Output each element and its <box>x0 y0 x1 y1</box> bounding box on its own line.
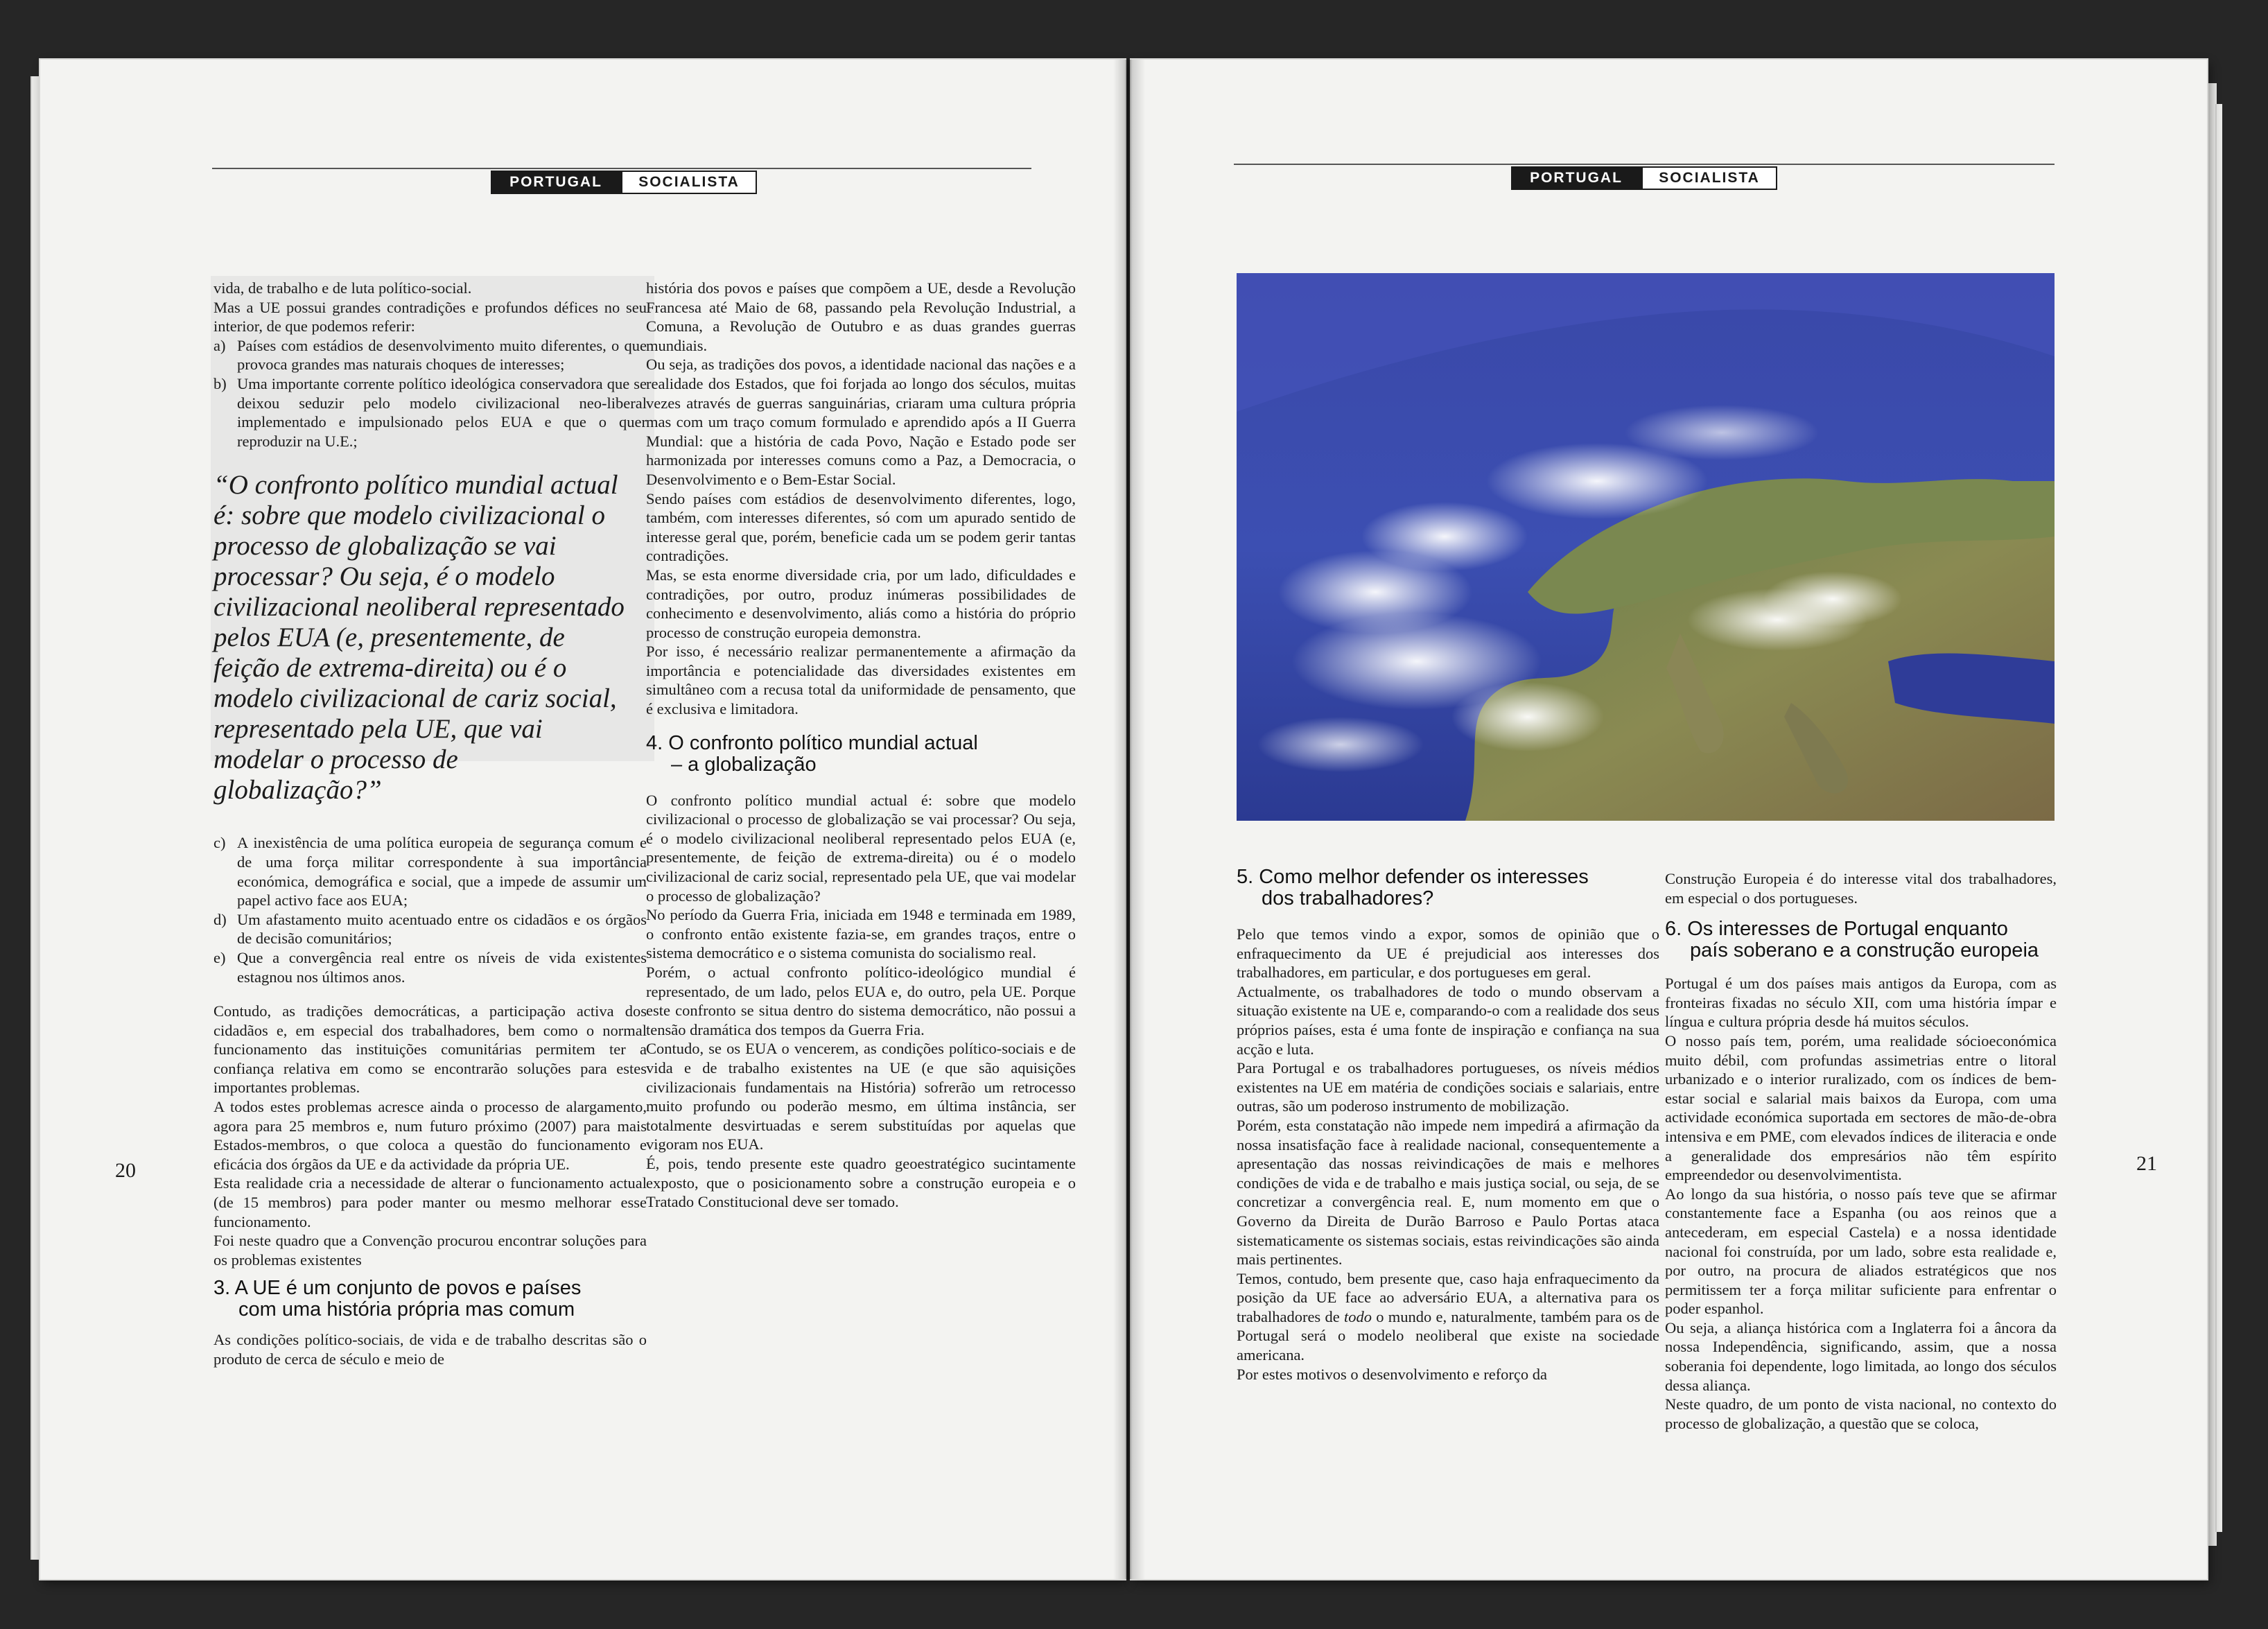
pull-quote: “O confronto político mundial actual é: sobre que modelo civilizacional o processo de globalização se vai processar? Ou seja, é o modelo civilizacional neoliberal representado pelos EUA (e, presentemente, de feição de extrema-direita) ou é o modelo civilizacional de cariz social, representado pela UE, que vai modelar o processo de globalização?” <box>213 470 625 805</box>
book-gutter <box>1113 60 1145 1579</box>
section-heading-4: 4. O confronto político mundial actual – a globalização <box>646 731 978 776</box>
page-stack-edge <box>2215 104 2222 1532</box>
right-column-2 <box>1665 869 2057 1433</box>
paragraph: Foi neste quadro que a Convenção procurou encontrar soluções para os problemas existentes <box>213 1232 647 1269</box>
list-item: d) Um afastamento muito acentuado entre os cidadãos e os órgãos de decisão comunitários; <box>213 910 647 948</box>
header-rule <box>1234 164 2055 165</box>
paragraph: história dos povos e países que compõem a UE, desde a Revolução Francesa até Maio de 68, passando pela Revolução Industrial, a Comuna, a Revolução de Outubro e as duas grandes guerras mundiais. <box>646 279 1076 354</box>
list-item: a) Países com estádios de desenvolvimento muito diferentes, o que provoca grandes mas naturais choques de interesses; <box>213 336 647 374</box>
paragraph: Ou seja, a aliança histórica com a Inglaterra foi a âncora da nossa Independência, significando, assim, que a nossa soberania foi dependente, logo limitada, ao longo dos séculos dessa aliança. <box>1665 1318 2057 1394</box>
page-number: 21 <box>2136 1152 2157 1175</box>
paragraph: Por estes motivos o desenvolvimento e reforço da <box>1237 1365 1548 1383</box>
section-heading-5: 5. Como melhor defender os interesses dos trabalhadores? <box>1237 866 1589 909</box>
paragraph: O confronto político mundial actual é: sobre que modelo civilizacional o processo de globalização se vai processar? Ou seja, é o modelo civilizacional neoliberal representado pelos EUA (e, presentemente, de feição de extrema-direita) ou é o modelo civilizacional de cariz social, representado pela UE, que vai modelar o processo de globalização? <box>646 791 1076 905</box>
list-item: b) Uma importante corrente político ideológica conservadora que se deixou seduzir pelo modelo civilizacional neo-liberal implementado e impulsionado pelos EUA e que o quer reproduzir na U.E.; <box>213 374 647 450</box>
paragraph: Esta realidade cria a necessidade de alterar o funcionamento actual (de 15 membros) para poder manter ou mesmo melhorar esse funcionamento. <box>213 1174 647 1230</box>
right-page <box>1131 60 2207 1579</box>
masthead <box>491 171 757 194</box>
paragraph: Actualmente, os trabalhadores de todo o mundo observam a situação existente na UE e, comparando-o com a realidade dos seus próprios países, esta é uma fonte de inspiração e confiança na sua acção e luta. <box>1237 982 1659 1058</box>
right-column-1 <box>1237 866 1659 1384</box>
section-heading-3: 3. A UE é um conjunto de povos e países com uma história própria mas comum <box>213 1277 582 1321</box>
paragraph: Temos, contudo, bem presente que, caso haja enfraquecimento da posição da UE face ao adversário EUA, a alternativa para os trabalhadores de todo o mundo e, naturalmente, também para os de Portugal será o modelo neoliberal que existe na sociedade americana. <box>1237 1269 1659 1364</box>
paragraph: Contudo, as tradições democráticas, a participação activa dos cidadãos e, em especial dos trabalhadores, bem como o normal funcionamento das instituições comunitárias permitem ter a confiança relativa em como se encontrarão soluções para estes importantes problemas. <box>213 1002 647 1097</box>
paragraph: O nosso país tem, porém, uma realidade sócioeconómica muito débil, com profundas assimetrias entre o litoral urbanizado e o interior ruralizado, com os índices de bem-estar social e salarial mais baixos da Europa, com uma actividade económica suportada em sectores de mão-de-obra intensiva e em PME, com elevados índices de iliteracia e onde a generalidade dos empresários não têm espírito empreendedor ou desenvolvimentista. <box>1665 1031 2057 1184</box>
paragraph: vida, de trabalho e de luta político-social. <box>213 279 472 297</box>
paragraph: Ou seja, as tradições dos povos, a identidade nacional das nações e a realidade dos Estados, que foi forjada ao longo dos séculos, muitas vezes através de guerras sanguinárias, criaram uma cultura própria mas com um traço comum formulado e aprendido após a II Guerra Mundial: que a história de cada Povo, Nação e Estado pode ser harmonizada por interesses comuns como a Paz, a Democracia, o Desenvolvimento e o Bem-Estar Social. <box>646 356 1076 488</box>
left-column-1 <box>213 279 647 1369</box>
header-rule <box>212 168 1031 169</box>
paragraph: Mas a UE possui grandes contradições e profundos défices no seu interior, de que podemos referir: <box>213 298 647 336</box>
masthead-portugal: PORTUGAL <box>491 171 621 194</box>
paragraph: Porém, o actual confronto político-ideológico mundial é representado, de um lado, pelos EUA e, do outro, pela UE. Porque este confronto se situa dentro do sistema democrático, não possui a tensão dramática dos tempos da Guerra Fria. <box>646 964 1076 1038</box>
left-column-2 <box>646 279 1076 1212</box>
masthead <box>1511 166 1777 190</box>
paragraph: Contudo, se os EUA o vencerem, as condições político-sociais e de vida e de trabalho existentes na UE (e que são aquisições civilizacionais fundamentais na História) sofrerão um retrocesso muito profundo ou poderão mesmo, em última instância, ser totalmente desvirtuadas e serem substituídas por aquelas que vigoram nos EUA. <box>646 1040 1076 1153</box>
paragraph: As condições político-sociais, de vida e de trabalho descritas são o produto de cerca de século e meio de <box>213 1331 647 1368</box>
paragraph: Neste quadro, de um ponto de vista nacional, no contexto do processo de globalização, a questão que se coloca, <box>1665 1395 2057 1432</box>
paragraph: Ao longo da sua história, o nosso país teve que se afirmar constantemente face a Espanha (ou aos reinos que a antecederam, em especial Castela) e a nossa identidade nacional foi construída, por um lado, sobre esta realidade e, por outro, na procura de aliados estratégicos que nos permitissem ter a força militar suficiente para enfrentar o poder espanhol. <box>1665 1185 2057 1318</box>
masthead-portugal: PORTUGAL <box>1511 166 1641 190</box>
paragraph: A todos estes problemas acresce ainda o processo de alargamento, agora para 25 membros e, num futuro próximo (2007) para mais Estados-membros, o que coloca a questão do funcionamento e eficácia dos órgãos da UE e da actividade da própria UE. <box>213 1098 647 1173</box>
paragraph: Portugal é um dos países mais antigos da Europa, com as fronteiras fixadas no século XII, com uma história ímpar e língua e cultura própria desde há muitos séculos. <box>1665 975 2057 1031</box>
paragraph: Para Portugal e os trabalhadores portugueses, os níveis médios existentes na UE em matéria de condições sociais e salariais, entre outras, são um poderoso instrumento de mobilização. <box>1237 1059 1659 1115</box>
list-item: c) A inexistência de uma política europeia de segurança comum e de uma força militar correspondente à sua importância económica, demográfica e social, que a impede de assumir um papel activo face aos EUA; <box>213 834 647 909</box>
paragraph: Por isso, é necessário realizar permanentemente a afirmação da importância e potencialidade das diversidades existentes em simultâneo com a recusa total da uniformidade de pensamento, que é exclusiva e limitadora. <box>646 643 1076 718</box>
paragraph: Mas, se esta enorme diversidade cria, por um lado, dificuldades e contradições, por outro, produz inúmeras possibilidades de conhecimento e desenvolvimento, aliás como a história do próprio processo de construção europeia demonstra. <box>646 566 1076 641</box>
paragraph: No período da Guerra Fria, iniciada em 1948 e terminada em 1989, o confronto então existente fazia-se, em grandes traços, entre o sistema democrático e o sistema comunista do socialismo real. <box>646 906 1076 962</box>
paragraph: É, pois, tendo presente este quadro geoestratégico sucintamente exposto, que o posicionamento sobre a construção europeia e o Tratado Constitucional deve ser tomado. <box>646 1154 1076 1211</box>
paragraph: Pelo que temos vindo a expor, somos de opinião que o enfraquecimento da UE é prejudicial aos interesses dos trabalhadores, em particular, e dos portugueses em geral. <box>1237 925 1659 982</box>
satellite-europe-photo <box>1237 273 2055 821</box>
section-heading-6: 6. Os interesses de Portugal enquanto país soberano e a construção europeia <box>1665 918 2039 962</box>
masthead-socialista: SOCIALISTA <box>621 171 757 194</box>
paragraph: Porém, esta constatação não impede nem impedirá a afirmação da nossa insatisfação face à realidade nacional, consequentemente a apresentação das nossas reivindicações de mais e melhores condições de vida e de trabalho e mais justiça social, ou seja, de se concretizar a convergência real. E, num momento em que o Governo da Direita de Durão Barroso e Paulo Portas ataca sistematicamente os sistemas sociais, estas reivindicações são ainda mais pertinentes. <box>1237 1116 1659 1269</box>
list-item: e) Que a convergência real entre os níveis de vida existentes estagnou nos últimos anos. <box>213 948 647 986</box>
left-page <box>40 60 1125 1579</box>
page-number: 20 <box>115 1159 136 1182</box>
masthead-socialista: SOCIALISTA <box>1641 166 1777 190</box>
paragraph: Sendo países com estádios de desenvolvimento diferentes, logo, também, com interesses diferentes, só com um apurado sentido de interesse geral que, porém, beneficie cada um se podem gerir tantas contradições. <box>646 489 1076 565</box>
paragraph: Construção Europeia é do interesse vital dos trabalhadores, em especial o dos portugueses. <box>1665 870 2057 907</box>
